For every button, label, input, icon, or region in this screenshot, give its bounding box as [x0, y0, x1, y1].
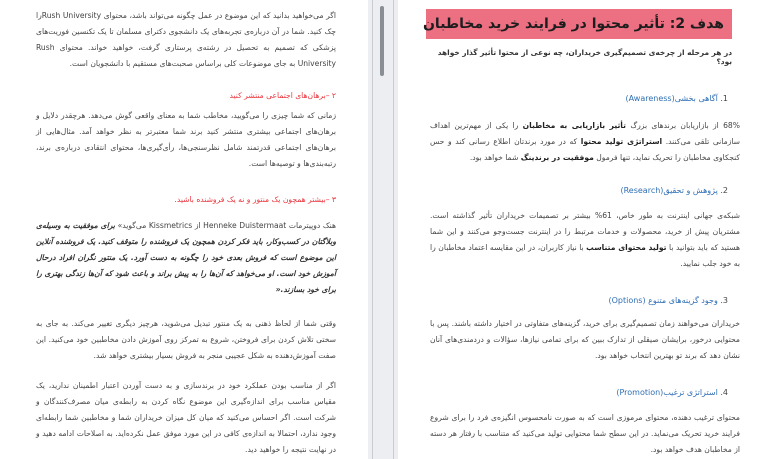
scrollbar-thumb[interactable]: [380, 6, 384, 76]
section-body: [430, 410, 740, 458]
left-paragraph-4: وقتی شما از لحاظ ذهنی به یک منتور تبدیل می‌شوید، هرچیز دیگری تغییر می‌کند. به جای به سختی تلاش کردن برای فروختن، شروع به تمرکز روی آموزش دادن مخاطبین خود می‌کنید. این صفت آموزش‌دهنده به شکل عجیبی منجر به فروش بسیار بیشتری خواهد شد.: [36, 319, 336, 360]
section-number: 1.: [720, 94, 728, 103]
left-heading-3: ۳ –بیشتر همچون یک منتور و نه یک فروشنده باشید.: [174, 195, 336, 204]
section-heading-text: استراتژی ترغیب(Promotion): [616, 388, 718, 397]
left-intro-paragraph: اگر می‌خواهید بدانید که این موضوع در عمل چگونه می‌تواند باشد، محتوای Rush Universityرا چک کنید. شما در آن درباره‌ی تجربه‌های یک دانشجوی دکترای مسلمان تا یک تکنسین فوریت‌های پزشکی که تصمیم به تحصیل در رشته‌ی پرستاری گرفت، خواهید خواند. محتوای Rush University به جای موضوعات کلی براساس صحبت‌های مستقیم با دانشجویان است.: [36, 11, 336, 68]
bold-phrase: موفقیت در برندینگ: [520, 153, 594, 162]
body-text: که در مورد برندتان اطلاع رسانی کند و حس کنجکاوی مخاطبان را تحریک نماید، تنها فرمول: [430, 137, 740, 162]
body-text: با نیاز کاربران، در این مقایسه اعتماد مخاطبان را به خود جلب نمایید.: [430, 243, 740, 268]
section-heading-awareness: [430, 94, 728, 103]
left-paragraph-5: اگر از مناسب بودن عملکرد خود در برندسازی و به دست آوردن اعتبار اطمینان ندارید، یک مقیاس مناسب برای اندازه‌گیری این موضوع نگاه کردن به رابطه‌ی میان مصرف‌کنندگان و شرکت است. اگر احساس می‌کنید که میان کل میزان خریداران شما و مخاطبین شما رابطه‌ای وجود ندارد، احتمالا به اندازه‌ی کافی در این مورد موفق عمل نکرده‌اید. به اصلاحات ادامه دهید و در نهایت نتیجه را خواهید دید.: [36, 381, 336, 454]
bold-phrase: تأثیر بازاریابی به مخاطبان: [522, 121, 627, 130]
body-text: را یکی از مهم‌ترین اهداف سازمانی تلقی می‌کنند.: [430, 121, 740, 146]
section-number: 2.: [720, 186, 728, 195]
title-banner: [422, 9, 732, 39]
section-number: 4.: [720, 388, 728, 397]
section-number: 3.: [720, 296, 728, 305]
left-heading-2: ۲ –برهان‌های اجتماعی منتشر کنید: [229, 91, 336, 100]
section-heading-text: پژوهش و تحقیق(Research): [620, 186, 718, 195]
section-body: [430, 316, 740, 364]
section-heading-options: [430, 296, 728, 305]
left-paragraph-3-lead: هنک دوپیترمات Henneke Duistermaat از Kissmetrics می‌گوید»: [117, 221, 336, 230]
body-text: خریداران می‌خواهند زمان تصمیم‌گیری برای خرید، گزینه‌های متفاوتی در اختیار داشته باشند. پس با محتوایی درخور، برایشان صیقلی از تدارک ببین که برای تمامی نیازها، سؤالات و دردمندی‌های آنان نشان دهد که برند تو بهترین انتخاب خواهد بود.: [430, 319, 740, 360]
section-heading-text: وجود گزینه‌های متنوع (Options): [608, 296, 718, 305]
section-heading-research: [430, 186, 728, 195]
body-text: شبکه‌ی جهانی اینترنت به طور خاص، 61% بیشتر بر تصمیمات خریداران تأثیر گذاشته است. مشتریان پیش از خرید، محصولات و خدمات مرتبط را در اینترنت جست‌وجو می‌کنند و این شما هستید که باید بتوانید با: [430, 211, 740, 252]
left-quote: برای موفقیت به وسیله‌ی وبلاگتان در کسب‌وکار، باید فکر کردن همچون یک فروشنده را متوقف کنید. یک فروشنده آنلاین این موضوع است که فروش بعدی خود را چگونه به دست آورد. یک منتور نگران افراد درحال آموزش خود است. او می‌خواهد که آن‌ها را به پیش براند و باعث شود که آن‌ها زندگی بهتری را برای خود بسازند.«: [36, 221, 336, 294]
page-divider: [372, 0, 373, 459]
section-body: [430, 118, 740, 166]
bold-phrase: تولید محتوای متناسب: [586, 243, 667, 252]
page-subtitle: در هر مرحله از چرخه‌ی تصمیم‌گیری خریداران، چه نوعی از محتوا تأثیر گذار خواهد بود؟: [437, 48, 732, 66]
section-body: [430, 208, 740, 272]
page-divider: [393, 0, 394, 459]
bold-phrase: استراتژی تولید محتوا: [580, 137, 663, 146]
section-heading-text: آگاهی بخشی(Awareness): [625, 94, 718, 103]
body-text: 68%: [723, 121, 740, 130]
body-text: از بازاریابان برندهای بزرگ: [626, 121, 724, 130]
page-title: هدف 2: تأثیر محتوا در فرایند خرید مخاطبان: [422, 16, 724, 32]
left-paragraph-2: زمانی که شما چیزی را می‌گویید، مخاطب شما به معنای واقعی گوش می‌دهد. هرچقدر دلایل و برهان‌های اجتماعی بیشتری منتشر کنید برند شما معتبرتر به نظر خواهد آمد. مثال‌هایی از برهان‌های اجتماعی قدرتمند شامل نظرسنجی‌ها، رأی‌گیری‌ها، محتوای انتقادی درباره‌ی برند، رتبه‌بندی‌ها و توصیه‌ها است.: [36, 111, 336, 168]
section-heading-promotion: [430, 388, 728, 397]
body-text: شما خواهد بود.: [469, 153, 521, 162]
left-paragraph-3: [36, 218, 336, 298]
body-text: محتوای ترغیب دهنده، محتوای مرموزی است که به صورت نامحسوس انگیزه‌ی فرد را برای شروع فرایند خرید تحریک می‌نماید. در این سطح شما محتوایی تولید می‌کنید که متناسب با رفتار هر دسته از مخاطبان هدف خواهد بود.: [430, 413, 740, 454]
